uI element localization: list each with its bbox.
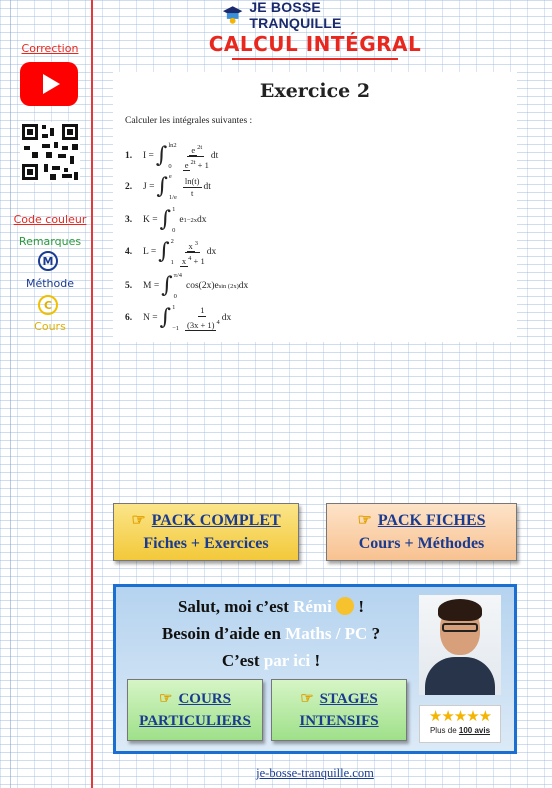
denominator-tail: + 1 — [195, 159, 209, 170]
integrand: e — [179, 215, 184, 225]
integral: ∫ e 1/e — [156, 173, 177, 201]
exercise-item — [125, 142, 218, 171]
upper-bound: 1 — [172, 206, 176, 213]
button-subtitle: Cours + Méthodes — [358, 535, 485, 552]
denominator: e — [184, 159, 189, 170]
lower-bound: 0 — [173, 293, 177, 300]
promo-text: ! — [354, 597, 365, 616]
button-label: COURS — [178, 691, 231, 707]
promo-question — [116, 624, 426, 644]
item-lhs: K = — [143, 215, 158, 225]
remarques-label: Remarques — [18, 235, 82, 248]
promo-panel — [113, 584, 517, 754]
fraction — [180, 238, 205, 267]
integral: ∫ 1 −1 — [159, 304, 179, 332]
button-label: INTENSIFS — [299, 713, 379, 729]
differential: dt — [210, 151, 219, 162]
rating-box[interactable] — [419, 705, 501, 743]
avatar-hair — [438, 599, 482, 621]
button-label: PARTICULIERS — [139, 713, 251, 729]
item-number: 4. — [125, 247, 133, 258]
pointing-hand-icon: ☞ — [357, 512, 372, 529]
page-left-rule — [10, 0, 11, 788]
numerator: x — [188, 240, 193, 251]
exponent: 4 — [188, 254, 192, 262]
promo-cta — [116, 651, 426, 671]
upper-bound: e — [168, 173, 172, 180]
differential: dx — [238, 281, 249, 291]
correction-label[interactable]: Correction — [21, 42, 79, 55]
promo-text: Salut, moi c’est — [177, 597, 294, 616]
integrand: cos(2x)e — [186, 281, 219, 291]
brand-name: JE BOSSE TRANQUILLE — [249, 0, 342, 31]
margin-line — [91, 0, 93, 788]
exponent: 3 — [194, 240, 199, 247]
graduation-logo-icon — [222, 5, 243, 25]
smiling-face-icon — [336, 597, 354, 615]
item-lhs: J = — [143, 182, 155, 192]
exponent: 2t — [190, 158, 196, 166]
reviews-prefix: Plus de — [429, 726, 459, 735]
avatar-body — [425, 657, 495, 695]
item-number: 1. — [125, 151, 133, 162]
avatar-glasses — [442, 623, 478, 632]
upper-bound: 2 — [170, 238, 174, 246]
fraction — [185, 305, 220, 331]
promo-subject: Maths / PC — [285, 624, 368, 643]
numerator: e — [191, 144, 196, 155]
button-label: PACK FICHES — [377, 512, 486, 529]
differential: dx — [221, 313, 232, 323]
cours-particuliers-button[interactable] — [127, 679, 263, 741]
lower-bound: 0 — [172, 227, 176, 234]
item-number: 3. — [125, 215, 133, 225]
exponent: 2t — [197, 144, 203, 151]
cours-label: Cours — [34, 320, 66, 333]
promo-link[interactable]: par ici — [263, 651, 311, 670]
integral: ∫ ln2 0 — [155, 142, 177, 171]
item-number: 2. — [125, 182, 133, 192]
numerator: 1 — [200, 305, 205, 316]
fraction — [183, 142, 209, 171]
item-lhs: M = — [143, 281, 160, 291]
integral: ∫ 1 0 — [159, 206, 176, 234]
denominator-tail: + 1 — [191, 255, 205, 266]
footer-link[interactable]: je-bosse-tranquille.com — [256, 766, 374, 780]
play-triangle — [43, 74, 60, 94]
stages-intensifs-button[interactable] — [271, 679, 407, 741]
item-number: 5. — [125, 281, 133, 291]
title-underline — [232, 58, 398, 60]
pack-complet-button[interactable] — [113, 503, 299, 561]
integral: ∫ π/4 0 — [161, 272, 182, 300]
exercise-item — [125, 304, 231, 332]
promo-text: C’est — [221, 651, 264, 670]
pointing-hand-icon: ☞ — [300, 691, 314, 707]
promo-text: Besoin d’aide en — [161, 624, 286, 643]
lower-bound: 1 — [170, 259, 174, 267]
promo-greeting — [116, 597, 426, 617]
button-label: STAGES — [319, 691, 378, 707]
button-label: PACK COMPLET — [151, 512, 281, 529]
promo-name: Rémi — [293, 597, 332, 616]
item-lhs: L = — [143, 247, 157, 258]
item-lhs: I = — [143, 151, 154, 162]
exercise-item — [125, 173, 211, 201]
exercise-title: Exercice 2 — [259, 80, 371, 102]
upper-bound: ln2 — [168, 142, 177, 150]
exercise-item — [125, 206, 206, 234]
lower-bound: 0 — [168, 163, 172, 171]
pointing-hand-icon: ☞ — [131, 512, 146, 529]
fraction — [183, 176, 202, 199]
exponent: 4 — [216, 319, 220, 327]
promo-text: ! — [310, 651, 321, 670]
exercise-card — [113, 72, 517, 342]
upper-bound: π/4 — [173, 272, 182, 279]
exercise-item — [125, 238, 216, 267]
cours-badge-icon: C — [38, 295, 58, 315]
methode-badge-icon: M — [38, 251, 58, 271]
numerator: ln(t) — [184, 175, 200, 186]
promo-text: ? — [367, 624, 381, 643]
button-subtitle: Fiches + Exercices — [143, 535, 269, 552]
item-lhs: N = — [143, 313, 158, 323]
pointing-hand-icon: ☞ — [159, 691, 173, 707]
differential: dx — [196, 215, 207, 225]
denominator: t — [190, 187, 194, 198]
item-number: 6. — [125, 313, 133, 323]
avatar — [419, 595, 501, 695]
upper-bound: 1 — [172, 304, 176, 311]
exercise-intro: Calculer les intégrales suivantes : — [125, 116, 253, 126]
exercise-item — [125, 272, 248, 300]
integral: ∫ 2 1 — [158, 238, 174, 267]
differential: dt — [203, 182, 211, 192]
lower-bound: −1 — [172, 325, 179, 332]
methode-label: Méthode — [25, 277, 75, 290]
denominator: (3x + 1) — [186, 319, 215, 330]
exponent: 1−2x — [183, 216, 197, 224]
reviews-link[interactable]: 100 avis — [458, 726, 491, 735]
color-code-label: Code couleur — [13, 213, 87, 226]
reviews-count — [420, 726, 500, 735]
qr-code-icon[interactable] — [20, 122, 80, 182]
brand-header[interactable] — [222, 0, 412, 31]
youtube-play-icon[interactable] — [20, 62, 78, 106]
star-rating-icon: ★★★★★ — [428, 709, 492, 725]
pack-fiches-button[interactable] — [326, 503, 517, 561]
exponent: sin (2x) — [218, 282, 239, 290]
lower-bound: 1/e — [168, 194, 177, 201]
denominator: x — [181, 255, 187, 266]
page-title: CALCUL INTÉGRAL — [208, 32, 422, 56]
differential: dx — [206, 247, 217, 258]
